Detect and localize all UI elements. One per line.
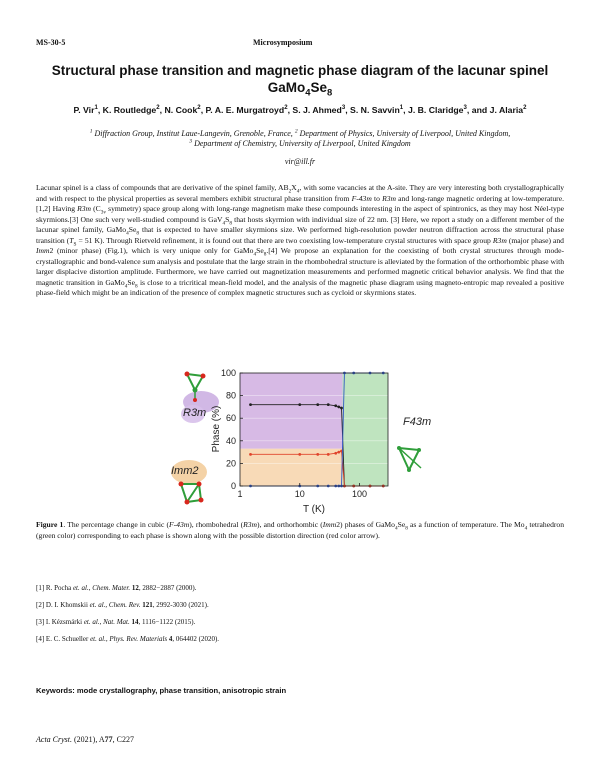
abstract-sub: 8 — [134, 283, 138, 290]
reference-item — [36, 634, 564, 644]
abstract-body — [36, 183, 564, 299]
title-chem-2: Se — [310, 80, 328, 95]
author-affiliation: 2 — [197, 104, 201, 112]
y-axis-label: Phase (%) — [211, 405, 222, 453]
author-list: P. Vir$^1$, K. Routledge$^2$, N. Cook$^2$, P. A. E. Murgatroyd$^2$, S. J. Ahmed$^3$, S. N. Savvin$^1$, J. B. Claridge$^3$, and J. Alaria$^2$ — [73, 104, 527, 115]
y-tick-label: 40 — [225, 435, 236, 446]
ref-authors: D. I. Khomskii — [45, 601, 90, 609]
affiliation-line-1 — [30, 129, 570, 139]
keywords: Keywords: mode crystallography, phase transition, anisotropic strain — [36, 686, 287, 695]
ref-authors: R. Pocha — [45, 584, 73, 592]
abstract-sub: 4 — [126, 230, 129, 237]
author-affiliation: 2 — [156, 104, 160, 112]
f43m-label: F43m — [403, 416, 432, 428]
reference-list — [36, 583, 564, 651]
caption-text: tetrahedron (green color) corresponding to each phase is shown along with the possible distortion direction (red color arrow). — [36, 520, 564, 540]
author-name: K. Routledge — [102, 105, 157, 115]
caption-label: Figure 1 — [36, 520, 64, 529]
abstract-text: (C — [91, 204, 101, 214]
author-name: P. A. E. Murgatroyd — [205, 105, 285, 115]
author-affiliation: 1 — [94, 104, 98, 112]
imm2-label: Imm2 — [171, 465, 199, 477]
affiliation-number: 2 — [294, 128, 298, 135]
abstract-sub: S — [73, 241, 77, 248]
caption-italic: R3m — [243, 520, 258, 529]
ref-journal: ., Chem. Rev. — [103, 601, 141, 609]
affiliation: Department of Physics, University of Liverpool, United Kingdom, — [299, 129, 511, 138]
abstract-sub: 8 — [263, 251, 267, 258]
page-footer — [36, 735, 134, 744]
ref-etal: et. al — [72, 584, 87, 592]
y-tick-label: 100 — [220, 368, 236, 378]
title-chem-sub-1: 4 — [305, 87, 311, 99]
ref-authors: E. C. Schueller — [45, 635, 91, 643]
title-line-1: Structural phase transition and magnetic phase diagram of the lacunar spinel — [51, 63, 549, 78]
x-axis-label: T (K) — [302, 504, 326, 515]
ref-journal: ., Chem. Mater. — [86, 584, 131, 592]
phase-regions — [240, 373, 388, 486]
affiliation: Diffraction Group, Institut Laue-Langevin, Grenoble, France, — [94, 129, 293, 138]
ref-etal: et. al — [90, 635, 105, 643]
caption-text: ), and orthorhombic ( — [257, 520, 323, 529]
affiliation: Department of Chemistry, University of Liverpool, United Kingdom — [194, 139, 411, 148]
ref-pages: , 2992-3030 (2021). — [152, 601, 209, 609]
data-point-imm2 — [298, 453, 301, 456]
data-point-r3m — [337, 406, 340, 409]
data-point-imm2 — [249, 453, 252, 456]
author — [292, 105, 345, 115]
footer-page: , C227 — [112, 735, 135, 744]
abstract-italic: R3m — [382, 193, 396, 203]
reference-item — [36, 617, 564, 627]
ref-journal: ., Phys. Rev. Materials — [104, 635, 168, 643]
abstract-text: (minor phase) (Fig.1), which is very unique only for GaMo — [53, 246, 254, 256]
footer-journal: Acta Cryst. — [36, 735, 72, 744]
figure-caption — [36, 520, 564, 541]
y-tick-label: 80 — [225, 390, 236, 401]
abstract-sub: 8 — [229, 220, 232, 227]
abstract-italic: R3m — [492, 235, 507, 245]
ref-number: [2] — [36, 601, 45, 609]
data-point-r3m — [334, 404, 337, 407]
ref-etal: et. al — [89, 601, 104, 609]
abstract-text: to — [371, 193, 383, 203]
data-point-r3m — [249, 403, 252, 406]
abstract-text: is close to a tricritical mean-field model, and the analysis of the magnetic phase diagram using magneto-entropic map revealed a positive phase-field which might be an indication of the presence of complex magnetic structures such as cycloid or skyrmions states. — [36, 277, 564, 298]
title-line-2 — [40, 79, 560, 99]
author-name: J. B. Claridge — [408, 105, 464, 115]
abstract-sub: 4 — [222, 220, 226, 227]
affiliation-number: 3 — [189, 138, 193, 145]
ref-authors: I. Kézsmárki — [45, 618, 84, 626]
author-name: S. N. Savvin — [350, 105, 400, 115]
abstract-text: , with some vacancies at the A-site. They are very interesting both crystallographically and with respect to the physical properties as several members exhibit structural phase transition from — [36, 183, 564, 203]
abstract-sub: 4 — [253, 251, 257, 258]
author-affiliation: 3 — [341, 104, 346, 112]
ref-volume: 121 — [142, 601, 153, 609]
abstract-italic: Imm — [36, 246, 50, 256]
footer-details: (2021), A — [72, 735, 105, 744]
abstract-text: that hosts skyrmion with individual size of 22 nm. [3] Here, we report a study on a different member of the lacunar spinel family, GaMo — [36, 214, 564, 235]
caption-text: . The percentage change in cubic ( — [63, 520, 170, 529]
caption-text: Se — [397, 520, 406, 529]
abstract-italic: R3m — [77, 204, 92, 214]
abstract-sub: 4 — [124, 283, 128, 290]
caption-text: 2 — [336, 520, 341, 529]
affiliation-line-2 — [30, 139, 570, 149]
title-chem-sub-2: 8 — [327, 87, 333, 99]
y-tick-label: 0 — [230, 481, 236, 491]
y-tick-label: 60 — [225, 413, 236, 424]
abstract-text: Se — [127, 277, 135, 287]
abstract-text: Se — [256, 246, 264, 256]
data-point-imm2 — [327, 453, 330, 456]
figure-1 — [165, 366, 435, 521]
abstract-text: (major phase) and — [506, 235, 564, 245]
caption-sub: 8 — [405, 525, 408, 532]
region-f43m — [343, 373, 388, 486]
x-tick-label: 10 — [294, 489, 305, 499]
data-point-imm2 — [334, 452, 337, 455]
caption-text: ), rhombohedral ( — [189, 520, 244, 529]
abstract-sub: 3v — [100, 209, 107, 216]
affiliation-number: 1 — [89, 128, 93, 135]
reference-item — [36, 583, 564, 593]
abstract-text: Lacunar spinel is a class of compounds that are derivative of the spinel family, AB — [36, 183, 289, 192]
abstract-text: S — [225, 214, 230, 224]
author — [408, 105, 467, 115]
author-affiliation: 1 — [399, 104, 404, 112]
caption-sub: 4 — [524, 525, 528, 532]
ref-pages: , 064402 (2020). — [172, 635, 220, 643]
abstract-text: symmetry) space group along with long-range magnetism make these compounds interesting in the aspect of spintronics, as they may host Néel-type skyrmions.[3] One such very well-studied compound is GaV — [36, 204, 565, 224]
r3m-label: R3m — [183, 407, 207, 419]
abstract-text: 2 — [49, 246, 54, 256]
data-point-r3m — [316, 403, 319, 406]
session-name: Microsymposium — [253, 38, 313, 47]
reference-item — [36, 600, 564, 610]
y-tick-label: 20 — [225, 458, 236, 469]
abstract-text: Se — [128, 225, 137, 235]
data-point-r3m — [298, 403, 301, 406]
title-chem-1: GaMo — [267, 80, 306, 95]
data-point-imm2 — [337, 451, 340, 454]
caption-text: ) phases of GaMo — [340, 520, 395, 529]
abstract-text: .[4] We propose an explanation for the coexisting of both crystal structures through mode-crystallographic and bond-valence sum analysis and postulate that the large strain in the rhombohedral structure is alleviated by the formation of the orthorhombic phase with larger displacive distortion amplitude. Furthermore, we have carried out magnetization measurements and performed magnetic critical behavior analysis. We find that the magnetic transition in GaMo — [36, 246, 564, 287]
abstract-sub: 2 — [288, 188, 292, 195]
data-point-r3m — [340, 407, 343, 410]
abstract-text: X — [291, 183, 297, 192]
author-affiliation: 2 — [284, 104, 288, 112]
abstract-sub: 8 — [136, 230, 139, 237]
session-code: MS-30-5 — [36, 38, 66, 47]
author-name: J. Alaria — [489, 105, 524, 115]
author-affiliation: 3 — [463, 104, 467, 112]
ref-pages: , 2882−2887 (2000). — [138, 584, 197, 592]
author — [206, 105, 288, 115]
ref-volume: 4 — [168, 635, 173, 643]
ref-number: [4] — [36, 635, 45, 643]
author — [164, 105, 200, 115]
ref-pages: , 1116−1122 (2015). — [138, 618, 196, 626]
author — [103, 105, 160, 115]
abstract-sub: 4 — [296, 188, 300, 195]
author — [490, 105, 527, 115]
abstract-text: that is expected to have smaller skyrmions size. We performed high-resolution powder neutron diffraction across the structural phase transition ( — [36, 225, 565, 245]
ref-number: [3] — [36, 618, 45, 626]
ref-number: [1] — [36, 584, 45, 592]
author — [350, 105, 403, 115]
abstract-text: = 51 K). Through Rietveld refinement, it is found out that there are two coexisting low-temperature crystal structures with space group — [76, 235, 493, 245]
x-tick-label: 100 — [351, 489, 368, 499]
contact-email[interactable]: vir@ill.fr — [284, 157, 316, 166]
x-tick-label: 1 — [237, 489, 243, 499]
f43m-cluster — [397, 446, 421, 472]
author — [74, 105, 98, 115]
ref-journal: ., Nat. Mat. — [97, 618, 130, 626]
paper-title — [40, 62, 560, 99]
footer-volume: 77 — [104, 735, 113, 744]
region-r3m — [240, 373, 343, 449]
affiliations — [30, 129, 570, 149]
author-name: P. Vir — [73, 105, 95, 115]
author-name: N. Cook — [164, 105, 198, 115]
ref-volume: 14 — [131, 618, 139, 626]
data-point-r3m — [327, 403, 330, 406]
caption-text: as a function of temperature. The Mo — [407, 520, 525, 529]
imm2-cluster — [179, 482, 204, 505]
caption-italic: F-43m — [169, 520, 190, 529]
data-point-imm2 — [316, 453, 319, 456]
caption-sub: 4 — [394, 525, 398, 532]
abstract-italic: F-43m — [351, 193, 372, 203]
abstract-text: and long-range magnetic ordering at low-temperature.[1,2] Having — [36, 193, 564, 214]
author-affiliation: 2 — [523, 104, 527, 112]
ref-etal: et. al — [83, 618, 98, 626]
caption-italic: Imm — [322, 520, 337, 529]
author-name: S. J. Ahmed — [292, 105, 342, 115]
phase-chart — [165, 366, 435, 516]
ref-volume: 12 — [131, 584, 139, 592]
abstract-italic: T — [69, 235, 74, 245]
